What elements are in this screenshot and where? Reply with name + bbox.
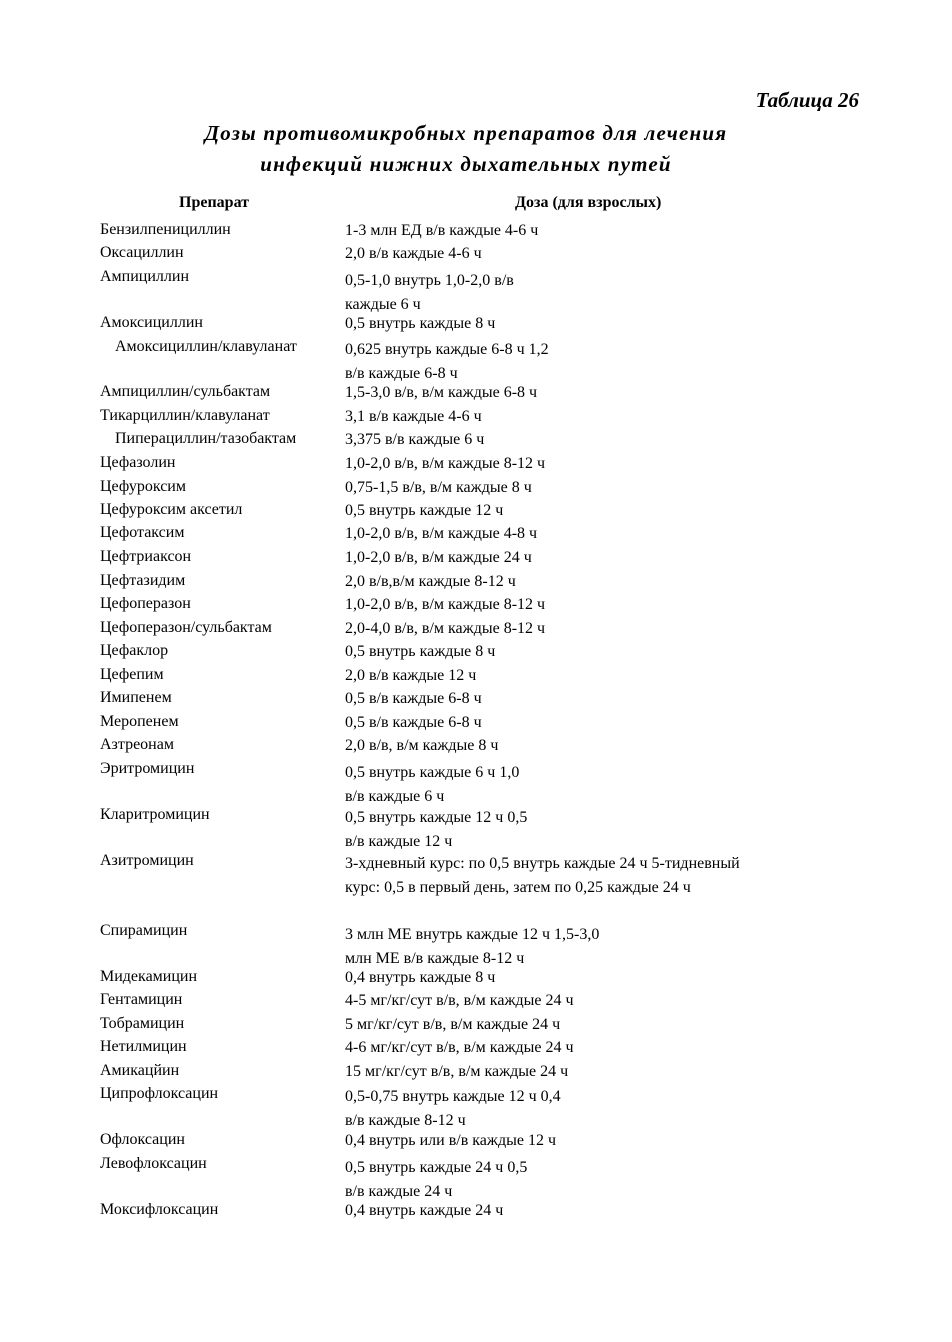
dose-line: 0,4 внутрь или в/в каждые 12 ч (345, 1132, 556, 1149)
drug-name: Цефуроксим (100, 478, 186, 495)
dose-text (345, 269, 514, 316)
dose-line: млн МЕ в/в каждые 8-12 ч (345, 949, 525, 967)
dose-text (345, 617, 545, 641)
table-title (0, 118, 932, 180)
dose-text (345, 219, 538, 243)
dose-line: 1,0-2,0 в/в, в/м каждые 24 ч (345, 549, 532, 566)
dose-line: 1,0-2,0 в/в, в/м каждые 4-8 ч (345, 525, 538, 542)
dose-text (345, 711, 482, 735)
title-line-1: Дозы противомикробных препаратов для лечения (204, 121, 728, 145)
dose-line: 0,5 в/в каждые 6-8 ч (345, 714, 482, 731)
dose-text (345, 1060, 568, 1084)
dose-text (345, 428, 484, 452)
drug-name: Цефтриаксон (100, 548, 192, 565)
drug-name: Левофлоксацин (100, 1155, 207, 1172)
dose-text (345, 761, 519, 808)
dose-line: 0,5 в/в каждые 6-8 ч (345, 690, 482, 707)
drug-name: Азитромицин (100, 852, 194, 869)
dose-line: 2,0 в/в, в/м каждые 8 ч (345, 737, 499, 754)
drug-name: Спирамицин (100, 922, 188, 939)
dose-line: в/в каждые 8-12 ч (345, 1111, 466, 1129)
drug-name: Ципрофлоксацин (100, 1085, 219, 1102)
dose-line: 5 мг/кг/сут в/в, в/м каждые 24 ч (345, 1016, 561, 1033)
dose-line: 1,0-2,0 в/в, в/м каждые 8-12 ч (345, 596, 546, 613)
drug-name: Амоксициллин/клавуланат (115, 338, 297, 355)
dose-line: в/в каждые 24 ч (345, 1182, 453, 1200)
dose-line: 15 мг/кг/сут в/в, в/м каждые 24 ч (345, 1063, 569, 1080)
drug-name: Цефотаксим (100, 524, 185, 541)
dose-text (345, 734, 498, 758)
drug-name: Цефаклор (100, 642, 169, 659)
drug-name: Мидекамицин (100, 968, 198, 985)
dose-text (345, 1013, 560, 1037)
drug-name: Ампициллин/сульбактам (100, 383, 271, 400)
dose-text (345, 242, 482, 266)
dose-line: 0,5 внутрь каждые 6 ч 1,0 (345, 764, 520, 781)
dose-line: 4-5 мг/кг/сут в/в, в/м каждые 24 ч (345, 992, 574, 1009)
drug-name: Нетилмицин (100, 1038, 187, 1055)
drug-name: Азтреонам (100, 736, 174, 753)
title-line-2: инфекций нижних дыхательных путей (260, 152, 672, 176)
drug-name: Бензилпенициллин (100, 221, 231, 238)
drug-name: Кларитромицин (100, 806, 210, 823)
dose-line: 0,625 внутрь каждые 6-8 ч 1,2 (345, 341, 549, 358)
dose-line: 0,5 внутрь каждые 8 ч (345, 315, 496, 332)
drug-name: Моксифлоксацин (100, 1201, 219, 1218)
dose-text (345, 1036, 574, 1060)
dose-text (345, 452, 545, 476)
dose-text (345, 966, 495, 990)
drug-name: Амикацйин (100, 1062, 180, 1079)
dose-line: 3,375 в/в каждые 6 ч (345, 431, 485, 448)
dose-line: 0,5-1,0 внутрь 1,0-2,0 в/в (345, 272, 514, 289)
dose-text (345, 1085, 561, 1132)
dose-text (345, 405, 482, 429)
dose-line: 2,0 в/в каждые 12 ч (345, 667, 477, 684)
dose-line: 3-хдневный курс: по 0,5 внутрь каждые 24 ч 5-тидневный (345, 855, 740, 872)
dose-line: 2,0-4,0 в/в, в/м каждые 8-12 ч (345, 620, 546, 637)
dose-text (345, 1199, 503, 1223)
dose-line: 1,0-2,0 в/в, в/м каждые 8-12 ч (345, 455, 546, 472)
drug-name: Цефепим (100, 666, 164, 683)
dose-line: 2,0 в/в каждые 4-6 ч (345, 245, 482, 262)
dose-text (345, 923, 599, 970)
dose-line: 0,5 внутрь каждые 8 ч (345, 643, 496, 660)
dose-line: 0,5 внутрь каждые 12 ч 0,5 (345, 809, 528, 826)
header-drug: Препарат (179, 194, 250, 211)
drug-name: Офлоксацин (100, 1131, 185, 1148)
dose-line: 4-6 мг/кг/сут в/в, в/м каждые 24 ч (345, 1039, 574, 1056)
dose-line: 0,5-0,75 внутрь каждые 12 ч 0,4 (345, 1088, 561, 1105)
dose-line: 3 млн МЕ внутрь каждые 12 ч 1,5-3,0 (345, 926, 600, 943)
dose-line: в/в каждые 6-8 ч (345, 364, 458, 382)
dose-text (345, 664, 476, 688)
dose-line: каждые 6 ч (345, 295, 421, 313)
dose-text (345, 570, 516, 594)
dose-line: 0,4 внутрь каждые 24 ч (345, 1202, 504, 1219)
dose-line: 0,75-1,5 в/в, в/м каждые 8 ч (345, 479, 532, 496)
drug-name: Тикарциллин/клавуланат (100, 407, 270, 424)
drug-name: Тобрамицин (100, 1015, 185, 1032)
dose-text (345, 852, 740, 899)
dose-text (345, 687, 482, 711)
drug-name: Эритромицин (100, 760, 195, 777)
dose-text (345, 381, 537, 405)
dose-line: курс: 0,5 в первый день, затем по 0,25 каждые 24 ч (345, 878, 691, 896)
drug-name: Амоксициллин (100, 314, 203, 331)
dose-text (345, 806, 527, 853)
dose-text (345, 338, 549, 385)
drug-name: Цефоперазон/сульбактам (100, 619, 272, 636)
drug-name: Пиперациллин/тазобактам (115, 430, 297, 447)
dose-text (345, 522, 537, 546)
dose-text (345, 476, 532, 500)
drug-name: Цефазолин (100, 454, 176, 471)
dose-line: 0,4 внутрь каждые 8 ч (345, 969, 496, 986)
drug-name: Имипенем (100, 689, 172, 706)
drug-name: Ампициллин (100, 268, 190, 285)
dose-line: в/в каждые 12 ч (345, 832, 453, 850)
dose-text (345, 640, 495, 664)
drug-name: Меропенем (100, 713, 179, 730)
dose-line: 3,1 в/в каждые 4-6 ч (345, 408, 482, 425)
dose-text (345, 1129, 556, 1153)
table-number: Таблица 26 (755, 88, 859, 112)
header-dose: Доза (для взрослых) (515, 194, 662, 211)
drug-name: Цефоперазон (100, 595, 191, 612)
dose-line: 0,5 внутрь каждые 24 ч 0,5 (345, 1159, 528, 1176)
dose-line: 2,0 в/в,в/м каждые 8-12 ч (345, 573, 516, 590)
drug-name: Гентамицин (100, 991, 183, 1008)
dose-line: 1-3 млн ЕД в/в каждые 4-6 ч (345, 222, 539, 239)
dose-text (345, 1156, 527, 1203)
drug-name: Оксациллин (100, 244, 184, 261)
dose-line: 1,5-3,0 в/в, в/м каждые 6-8 ч (345, 384, 538, 401)
drug-name: Цефтазидим (100, 572, 186, 589)
dose-text (345, 593, 545, 617)
dose-text (345, 499, 503, 523)
dose-line: 0,5 внутрь каждые 12 ч (345, 502, 504, 519)
dose-text (345, 546, 532, 570)
dose-text (345, 989, 574, 1013)
drug-name: Цефуроксим аксетил (100, 501, 243, 518)
dose-text (345, 312, 495, 336)
dose-line: в/в каждые 6 ч (345, 787, 445, 805)
